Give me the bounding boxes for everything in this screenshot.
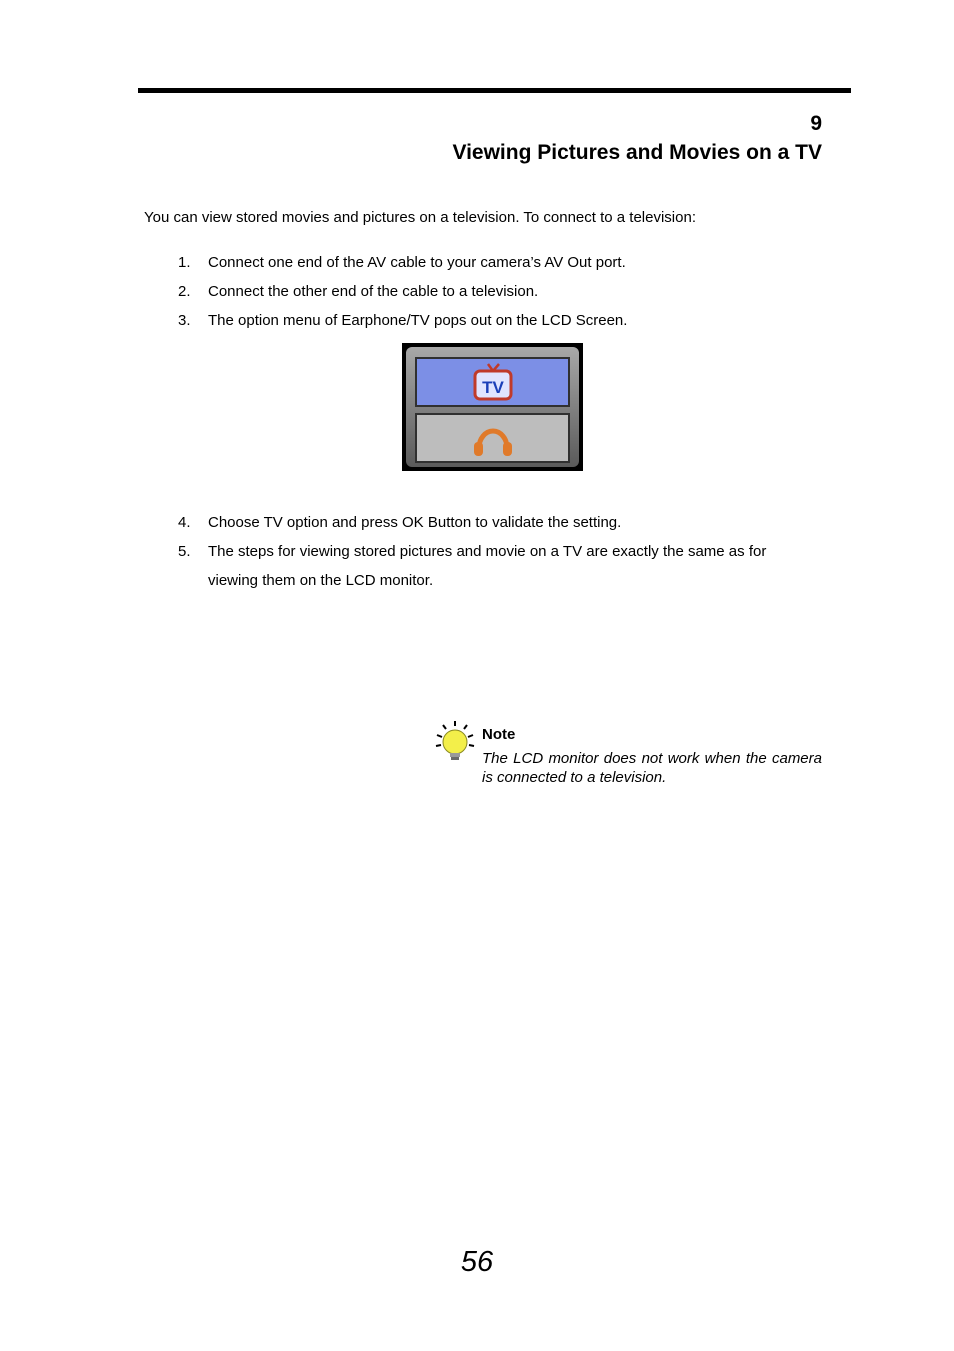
step-text: The option menu of Earphone/TV pops out on the LCD Screen. xyxy=(208,312,628,329)
step-text: Connect the other end of the cable to a television. xyxy=(208,283,539,300)
chapter-number: 9 xyxy=(810,112,822,135)
chapter-title: Viewing Pictures and Movies on a TV xyxy=(452,141,822,164)
note-title: Note xyxy=(482,726,516,743)
page-number: 56 xyxy=(460,1246,494,1278)
headphone-icon xyxy=(469,418,517,458)
step-number: 3. xyxy=(178,312,191,329)
step-text: Connect one end of the AV cable to your camera’s AV Out port. xyxy=(208,254,626,271)
lightbulb-icon xyxy=(434,720,476,762)
earphone-option xyxy=(415,413,570,463)
list-item xyxy=(178,508,818,537)
step-number: 1. xyxy=(178,254,191,271)
list-item xyxy=(178,306,818,335)
earphone-tv-menu-screenshot xyxy=(402,343,583,471)
list-item xyxy=(178,248,818,277)
steps-list-b xyxy=(178,508,818,595)
list-item xyxy=(178,277,818,306)
step-number: 4. xyxy=(178,514,191,531)
list-item xyxy=(178,537,818,595)
steps-list-a xyxy=(178,248,818,335)
tv-option xyxy=(415,357,570,407)
step-number: 2. xyxy=(178,283,191,300)
tv-icon xyxy=(471,361,515,403)
step-number: 5. xyxy=(178,543,191,560)
step-text: The steps for viewing stored pictures and movie on a TV are exactly the same as for viewing them on the LCD monitor. xyxy=(208,543,767,589)
header-rule xyxy=(138,88,851,93)
intro-paragraph: You can view stored movies and pictures on a television. To connect to a television: xyxy=(144,209,696,226)
step-text: Choose TV option and press OK Button to validate the setting. xyxy=(208,514,622,531)
svg-text:TV: TV xyxy=(481,378,504,397)
note-text: The LCD monitor does not work when the camera is connected to a television. xyxy=(482,750,822,786)
menu-frame xyxy=(406,347,579,467)
